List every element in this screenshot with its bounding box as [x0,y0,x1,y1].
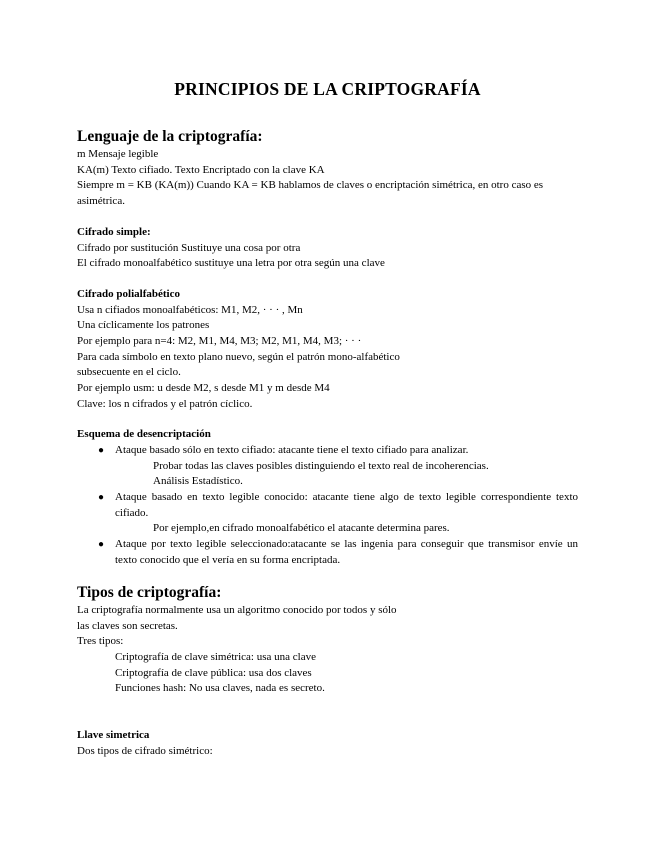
section-tipos [77,583,577,697]
text-line: Clave: los n cifrados y el patrón cíclico. [77,397,253,410]
text-line: Tres tipos: [77,635,124,648]
text-line: subsecuente en el ciclo. [77,366,181,379]
list-item [98,537,578,568]
list-item [98,490,578,537]
section-lenguaje [77,127,577,210]
text-line: Usa n cifiados monoalfabéticos: M1, M2, · · · , Mn [77,303,303,316]
text-line: m Mensaje legible [77,148,159,160]
text-line: Una cíclicamente los patrones [77,319,210,332]
subsection-heading: Cifrado polialfabético [77,288,180,300]
list-item [98,443,578,490]
subsection-heading: Esquema de desencriptación [77,428,211,440]
list-item-text: Ataque basado sólo en texto cifiado: atacante tiene el texto cifiado para analizar. [115,444,469,456]
type-item: Funciones hash: No usa claves, nada es secreto. [115,682,325,695]
text-line: Cifrado por sustitución Sustituye una cosa por otra [77,241,301,254]
text-line: Dos tipos de cifrado simétrico: [77,744,213,757]
attack-list [98,443,578,569]
section-llave-simetrica [77,728,577,759]
section-cifrado-polialfabetico [77,287,577,413]
section-heading: Lenguaje de la criptografía: [77,128,263,145]
bullet-icon: ● [98,492,105,504]
list-item-text: Ataque basado en texto legible conocido: atacante tiene algo de texto legible correspondiente texto cifiado. [115,491,578,519]
text-line: Por ejemplo usm: u desde M2, s desde M1 y m desde M4 [77,382,330,395]
type-item: Criptografía de clave simétrica: usa una clave [115,651,316,664]
list-subitem: Análisis Estadístico. [153,475,243,488]
list-subitem: Probar todas las claves posibles distinguiendo el texto real de incoherencias. [153,459,489,472]
list-subitem: Por ejemplo,en cifrado monoalfabético el atacante determina pares. [153,522,450,535]
text-line: asimétrica. [77,195,125,208]
text-line: El cifrado monoalfabético sustituye una letra por otra según una clave [77,257,385,270]
section-esquema [77,427,577,443]
text-line: Siempre m = KB (KA(m)) Cuando KA = KB hablamos de claves o encriptación simétrica, en otro caso es [77,179,544,192]
subsection-heading: Llave simetrica [77,729,150,741]
bullet-icon: ● [98,539,105,551]
page-title: PRINCIPIOS DE LA CRIPTOGRAFÍA [174,79,481,99]
text-line: Por ejemplo para n=4: M2, M1, M4, M3; M2, M1, M4, M3; · · · [77,335,362,348]
section-heading: Tipos de criptografía: [77,584,222,601]
section-cifrado-simple [77,225,577,272]
text-line: Para cada símbolo en texto plano nuevo, según el patrón mono-alfabético [77,350,400,363]
type-item: Criptografía de clave pública: usa dos claves [115,666,312,679]
text-line: las claves son secretas. [77,619,178,632]
text-line: La criptografía normalmente usa un algoritmo conocido por todos y sólo [77,604,397,616]
text-line: KA(m) Texto cifiado. Texto Encriptado con la clave KA [77,163,325,176]
list-item-text: Ataque por texto legible seleccionado:atacante se las ingenia para conseguir que transmisor envíe un texto conocido que el vería en su forma encriptada. [115,538,578,566]
bullet-icon: ● [98,445,105,456]
subsection-heading: Cifrado simple: [77,226,151,238]
